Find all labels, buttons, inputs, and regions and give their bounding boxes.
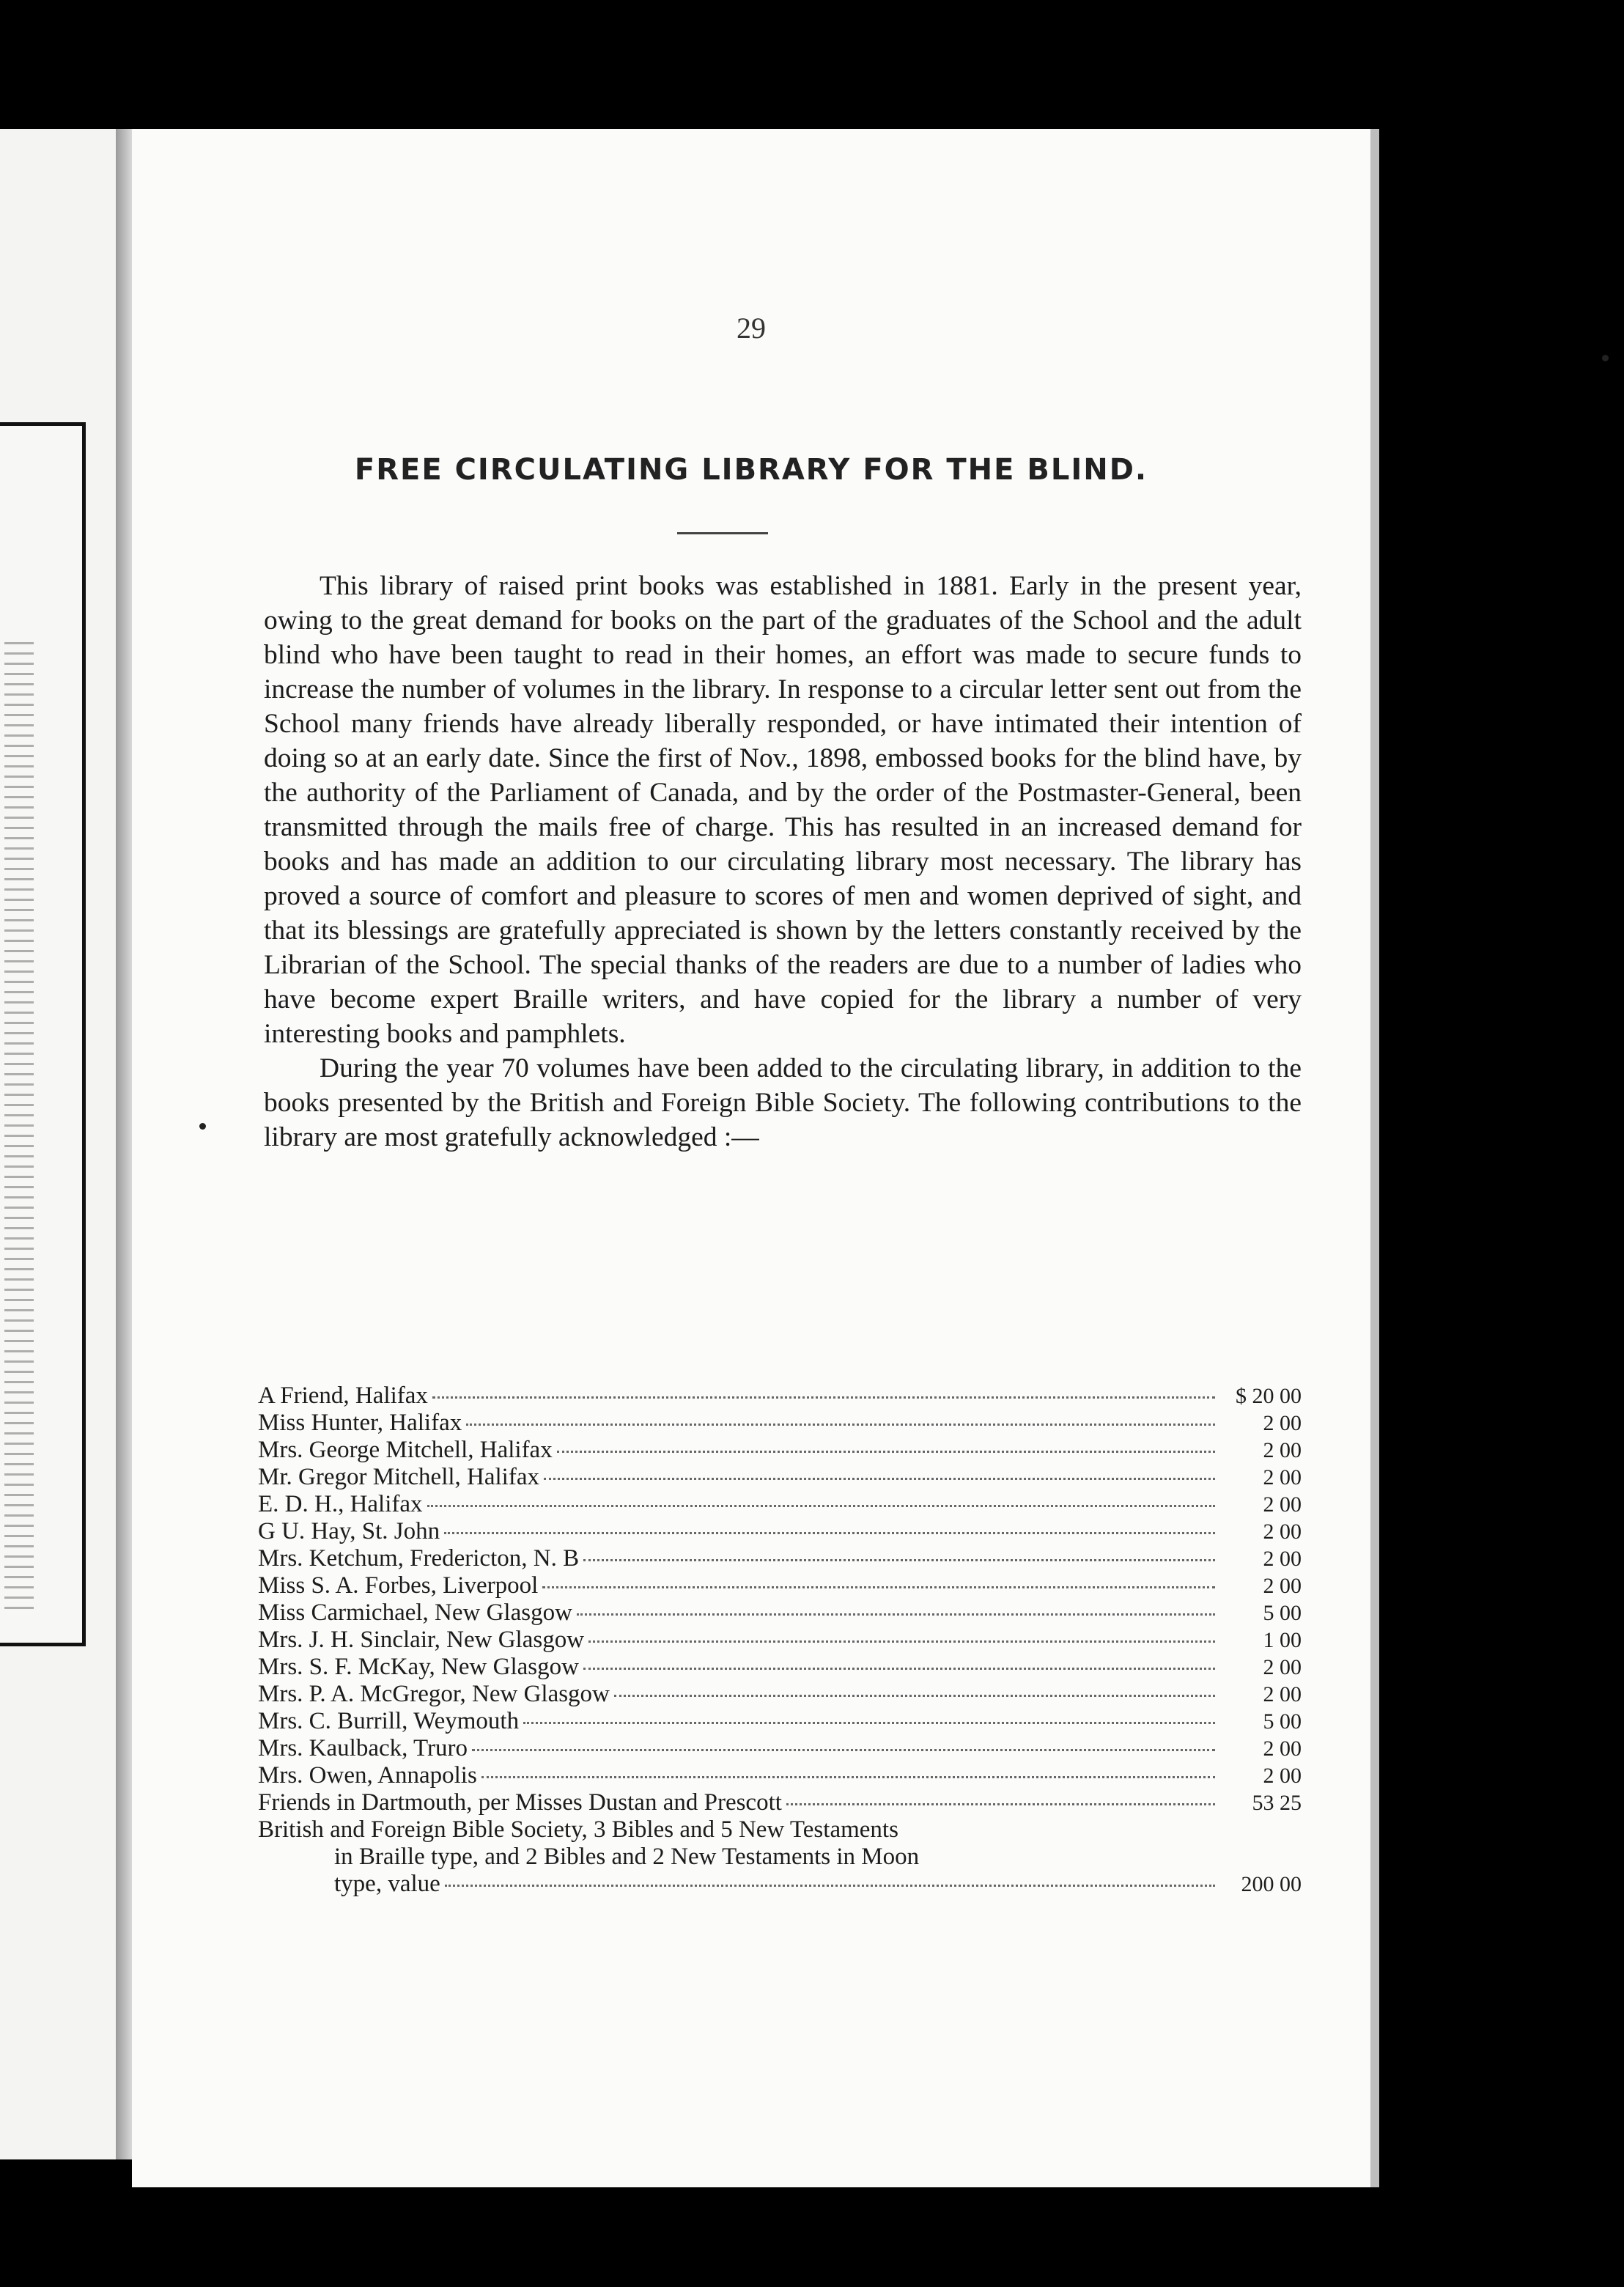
list-item-bible-society bbox=[258, 1816, 1302, 1844]
paragraph: This library of raised print books was established in 1881. Early in the present year, owing to the great demand for books on the part of the graduates of the School and the adult blind who have been taught to read in their homes, an effort was made to secure funds to increase the number of volumes in the library. In response to a circular letter sent out from the School many friends have already liberally responded, or have intimated their intention of doing so at an early date. Since the first of Nov., 1898, embossed books for the blind have, by the authority of the Parliament of Canada, and by the order of the Postmaster-General, been transmitted through the mails free of charge. This has resulted in an increased demand for books and has made an addition to our circulating library most necessary. The library has proved a source of comfort and pleasure to scores of men and women deprived of sight, and that its blessings are gratefully appreciated is shown by the letters constantly received by the Librarian of the School. The special thanks of the readers are due to a number of ladies who have become expert Braille writers, and have copied for the library a number of very interesting books and pamphlets. bbox=[264, 571, 1302, 1049]
facing-page bbox=[0, 129, 116, 2159]
contributor-name: Miss S. A. Forbes, Liverpool bbox=[258, 1572, 539, 1599]
list-item bbox=[258, 1464, 1302, 1491]
contribution-amount: 2 00 bbox=[1263, 1737, 1302, 1761]
contributor-name: Mrs. Ketchum, Fredericton, N. B bbox=[258, 1545, 580, 1572]
contribution-amount: 2 00 bbox=[1263, 1574, 1302, 1598]
contribution-amount: 2 00 bbox=[1263, 1655, 1302, 1679]
list-item bbox=[258, 1491, 1302, 1518]
leader-dots bbox=[472, 1748, 1215, 1751]
contributor-name: Mrs. George Mitchell, Halifax bbox=[258, 1437, 553, 1463]
title-divider bbox=[677, 532, 768, 534]
leader-dots bbox=[427, 1504, 1215, 1507]
page-title: FREE CIRCULATING LIBRARY FOR THE BLIND. bbox=[354, 453, 1148, 487]
leader-dots bbox=[542, 1586, 1215, 1588]
document-page bbox=[132, 129, 1370, 2187]
contribution-amount: 2 00 bbox=[1263, 1465, 1302, 1489]
contribution-amount: 2 00 bbox=[1263, 1520, 1302, 1544]
contributions-list bbox=[258, 1382, 1302, 1898]
contributor-name: G U. Hay, St. John bbox=[258, 1518, 440, 1544]
contributor-name: Mrs. Owen, Annapolis bbox=[258, 1762, 477, 1789]
list-item bbox=[258, 1410, 1302, 1437]
contributor-name: Mr. Gregor Mitchell, Halifax bbox=[258, 1464, 539, 1490]
leader-dots bbox=[583, 1558, 1215, 1561]
paragraph: During the year 70 volumes have been added to the circulating library, in addition to the books presented by the British and Foreign Bible Society. The following contributions to the library are most gratefully acknowledged :— bbox=[264, 1053, 1302, 1152]
leader-dots bbox=[583, 1667, 1215, 1670]
contribution-amount: 53 25 bbox=[1252, 1791, 1302, 1815]
list-item bbox=[258, 1572, 1302, 1599]
contribution-amount: 2 00 bbox=[1263, 1547, 1302, 1571]
contributor-name: E. D. H., Halifax bbox=[258, 1491, 423, 1517]
leader-dots bbox=[466, 1423, 1215, 1426]
list-item bbox=[258, 1545, 1302, 1572]
body-text bbox=[264, 569, 1302, 1154]
list-item bbox=[258, 1518, 1302, 1545]
list-item bbox=[258, 1437, 1302, 1464]
list-item bbox=[258, 1708, 1302, 1735]
contribution-amount: $ 20 00 bbox=[1236, 1384, 1302, 1408]
list-item bbox=[258, 1599, 1302, 1627]
contributor-name: Mrs. Kaulback, Truro bbox=[258, 1735, 468, 1761]
leader-dots bbox=[614, 1694, 1215, 1697]
leader-dots bbox=[577, 1613, 1215, 1616]
book-gutter bbox=[116, 129, 132, 2159]
contribution-amount: 5 00 bbox=[1263, 1601, 1302, 1625]
list-item bbox=[258, 1627, 1302, 1654]
contributor-name: British and Foreign Bible Society, 3 Bibles and 5 New Testaments bbox=[258, 1816, 898, 1843]
contribution-amount: 5 00 bbox=[1263, 1709, 1302, 1734]
contribution-detail: type, value bbox=[334, 1871, 440, 1897]
contribution-amount: 2 00 bbox=[1263, 1682, 1302, 1706]
list-item-continuation bbox=[258, 1844, 1302, 1871]
contributor-name: Mrs. P. A. McGregor, New Glasgow bbox=[258, 1681, 610, 1707]
contribution-amount: 200 00 bbox=[1241, 1872, 1302, 1896]
list-item bbox=[258, 1681, 1302, 1708]
contributor-name: A Friend, Halifax bbox=[258, 1382, 428, 1409]
leader-dots bbox=[544, 1477, 1215, 1480]
list-item bbox=[258, 1789, 1302, 1816]
contributor-name: Mrs. C. Burrill, Weymouth bbox=[258, 1708, 520, 1734]
scan-speck bbox=[1602, 355, 1609, 361]
leader-dots bbox=[588, 1640, 1215, 1643]
page-number: 29 bbox=[737, 312, 766, 345]
contributor-name: Mrs. S. F. McKay, New Glasgow bbox=[258, 1654, 579, 1680]
list-item-continuation bbox=[258, 1871, 1302, 1898]
leader-dots bbox=[481, 1775, 1215, 1778]
list-item bbox=[258, 1762, 1302, 1789]
list-item bbox=[258, 1382, 1302, 1410]
contribution-amount: 2 00 bbox=[1263, 1492, 1302, 1517]
contribution-amount: 2 00 bbox=[1263, 1438, 1302, 1462]
contribution-amount: 2 00 bbox=[1263, 1764, 1302, 1788]
list-item bbox=[258, 1654, 1302, 1681]
contribution-detail: in Braille type, and 2 Bibles and 2 New Testaments in Moon bbox=[334, 1844, 920, 1870]
leader-dots bbox=[523, 1721, 1215, 1724]
contributor-name: Miss Hunter, Halifax bbox=[258, 1410, 462, 1436]
contribution-amount: 1 00 bbox=[1263, 1628, 1302, 1652]
leader-dots bbox=[445, 1884, 1215, 1887]
leader-dots bbox=[432, 1396, 1215, 1399]
facing-page-text-fragment bbox=[4, 642, 34, 1610]
leader-dots bbox=[444, 1531, 1215, 1534]
contribution-amount: 2 00 bbox=[1263, 1411, 1302, 1435]
list-item bbox=[258, 1735, 1302, 1762]
leader-dots bbox=[786, 1802, 1215, 1805]
contributor-name: Miss Carmichael, New Glasgow bbox=[258, 1599, 572, 1626]
leader-dots bbox=[557, 1450, 1215, 1453]
contributor-name: Mrs. J. H. Sinclair, New Glasgow bbox=[258, 1627, 585, 1653]
margin-speck bbox=[199, 1123, 206, 1130]
contributor-name: Friends in Dartmouth, per Misses Dustan and Prescott bbox=[258, 1789, 782, 1816]
page-edge bbox=[1370, 129, 1379, 2187]
